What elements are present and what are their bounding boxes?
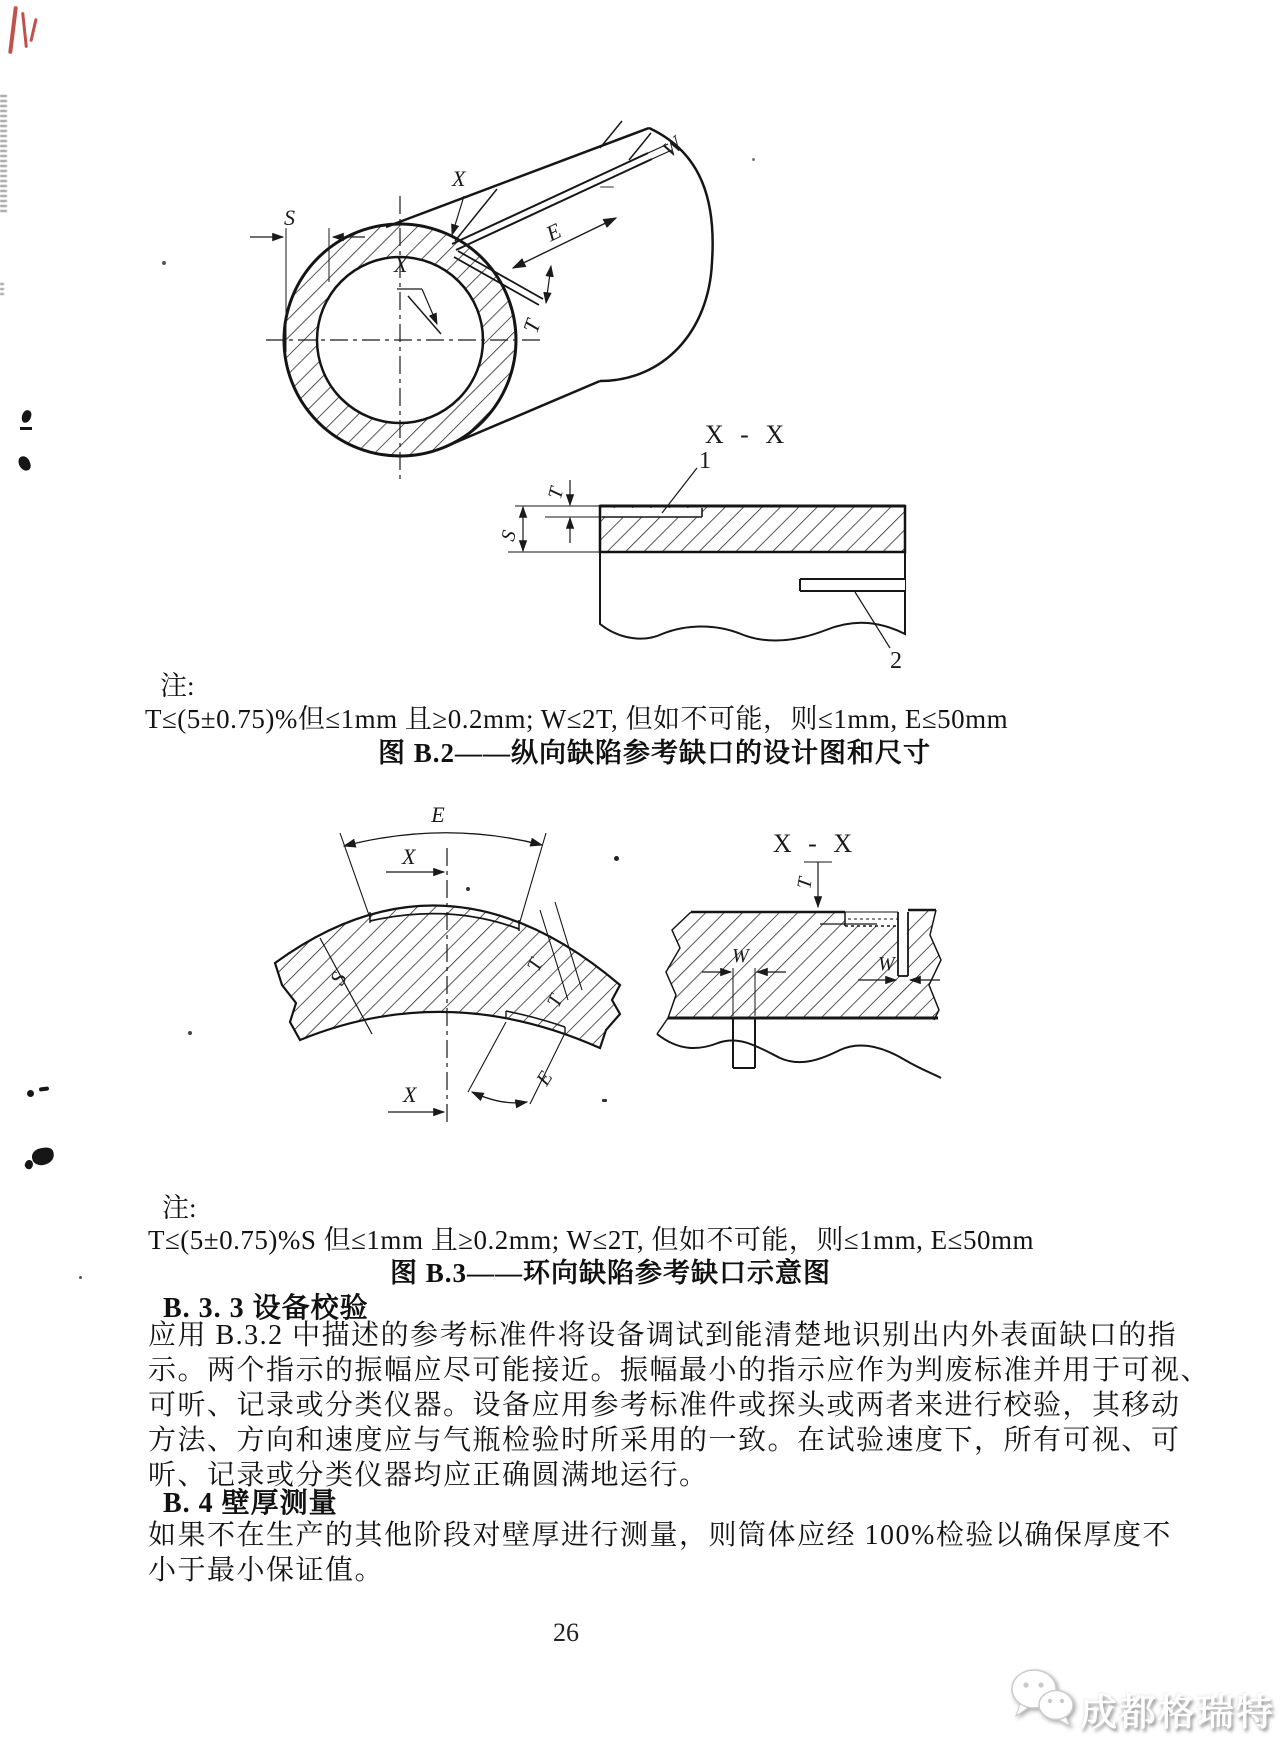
b2-caption: 图 B.2——纵向缺陷参考缺口的设计图和尺寸 xyxy=(378,738,932,768)
b3-label-s: S xyxy=(324,967,352,990)
b3-wavy-bottom xyxy=(657,1034,941,1078)
b2-section-slit xyxy=(602,508,702,518)
b3-label-x-bottom: X xyxy=(403,1082,417,1107)
b3-label-t-outer: T xyxy=(523,955,548,975)
heading-b33: B. 3. 3 设备校验 xyxy=(163,1293,369,1324)
b3-section-label-t: T xyxy=(793,875,817,891)
b2-label-w: W xyxy=(656,131,688,163)
b2-label-t: T xyxy=(517,315,546,337)
b3-section-title: X - X xyxy=(772,829,858,858)
b2-label-e: E xyxy=(541,217,565,247)
b2-section-lines xyxy=(508,468,905,648)
b2-label-x-inner: X xyxy=(394,252,408,277)
paragraph-line: 听、记录或分类仪器均应正确圆满地运行。 xyxy=(148,1460,709,1491)
figure-b3-drawing xyxy=(0,780,1280,1130)
b2-section-label-t: T xyxy=(544,484,569,502)
paragraph-line: 如果不在生产的其他阶段对壁厚进行测量，则筒体应经 100%检验以确保厚度不 xyxy=(148,1520,1172,1551)
b2-section-label-s: S xyxy=(497,528,521,544)
paragraph-line: 方法、方向和速度应与气瓶检验时所采用的一致。在试验速度下，所有可视、可 xyxy=(148,1425,1181,1456)
heading-b4: B. 4 壁厚测量 xyxy=(163,1488,338,1519)
b3-label-e-bottom: E xyxy=(532,1067,558,1090)
b3-label-e-top: E xyxy=(431,802,445,827)
paragraph-line: 小于最小保证值。 xyxy=(148,1555,385,1586)
b2-section-title: X - X xyxy=(704,420,790,449)
paragraph-line: 示。两个指示的振幅应尽可能接近。振幅最小的指示应作为判废标准并用于可视、 xyxy=(148,1355,1211,1386)
b2-callout-2: 2 xyxy=(890,648,902,674)
b2-label-s: S xyxy=(284,205,295,230)
b2-note-label: 注: xyxy=(160,671,195,701)
b2-label-x-top: X xyxy=(452,166,466,191)
b3-block-hatch xyxy=(666,910,941,1018)
b2-cylinder-body xyxy=(386,128,713,446)
b3-section-label-w-left: W xyxy=(732,945,749,967)
paragraph-line: 应用 B.3.2 中描述的参考标准件将设备调试到能清楚地识别出内外表面缺口的指 xyxy=(148,1320,1178,1351)
b3-section-label-w-right: W xyxy=(878,953,895,975)
b2-note-line: T≤(5±0.75)%但≤1mm 且≥0.2mm; W≤2T, 但如不可能，则≤1mm, E≤50mm xyxy=(145,704,1009,734)
b3-note-label: 注: xyxy=(162,1193,197,1223)
page-number: 26 xyxy=(553,1618,579,1647)
wechat-icon xyxy=(1008,1666,1078,1728)
b3-label-x-top: X xyxy=(402,844,416,869)
watermark-text: 成都格瑞特 xyxy=(1080,1692,1275,1733)
b3-note-line: T≤(5±0.75)%S 但≤1mm 且≥0.2mm; W≤2T, 但如不可能，则≤1mm, E≤50mm xyxy=(148,1225,1034,1255)
b3-wavy-connector xyxy=(657,1018,668,1034)
b2-section-notch2 xyxy=(800,579,905,591)
figure-b2-drawing xyxy=(0,0,1280,700)
b3-caption: 图 B.3——环向缺陷参考缺口示意图 xyxy=(390,1258,832,1288)
b2-callout-1: 1 xyxy=(699,448,711,474)
b3-label-t-inner: T xyxy=(543,991,568,1011)
paragraph-line: 可听、记录或分类仪器。设备应用参考标准件或探头或两者来进行校验，其移动 xyxy=(148,1390,1181,1421)
